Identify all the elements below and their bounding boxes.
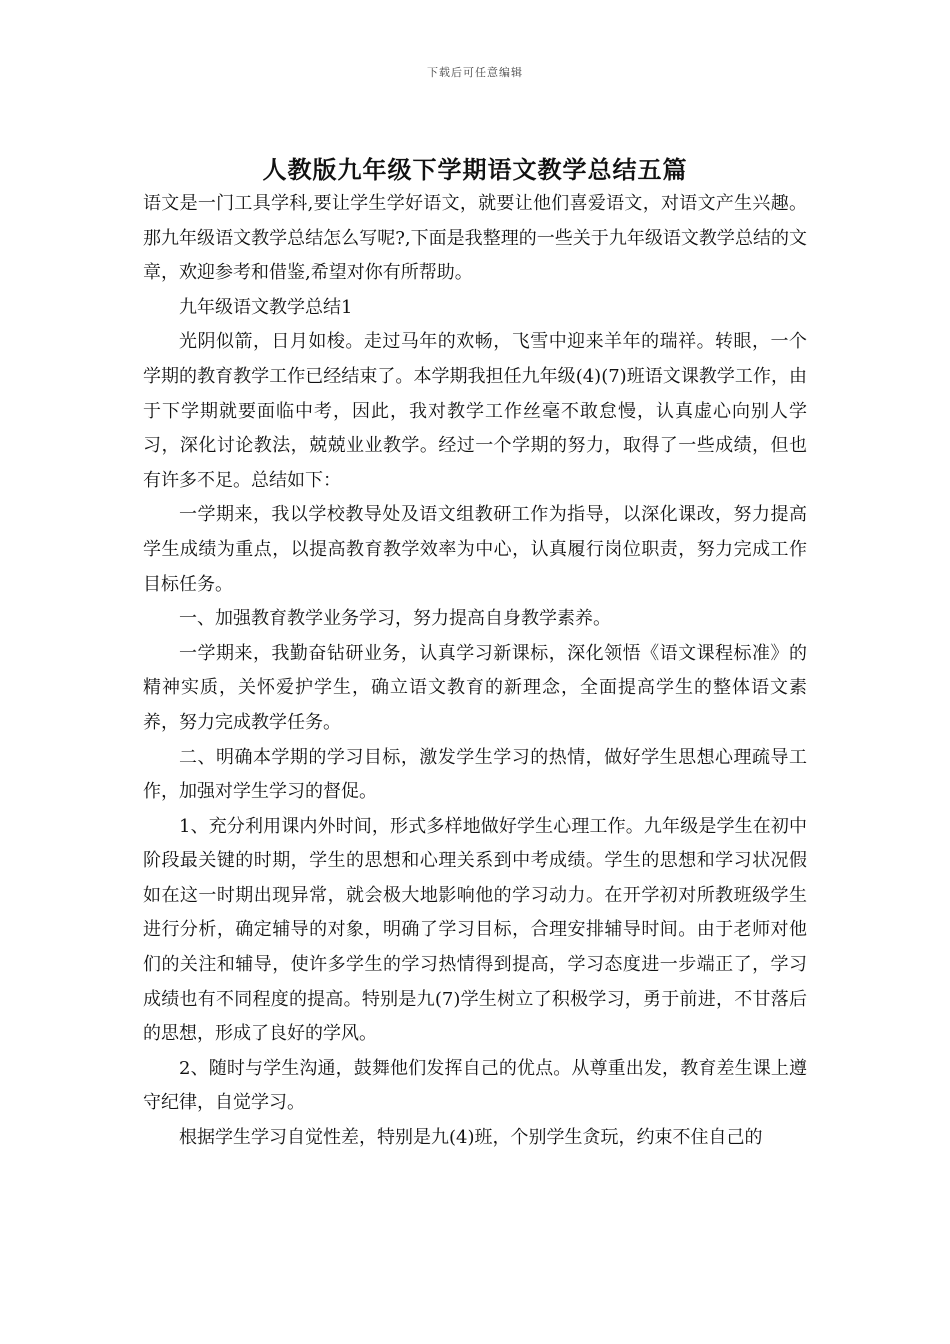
- body-paragraph: 光阴似箭，日月如梭。走过马年的欢畅，飞雪中迎来羊年的瑞祥。转眼，一个学期的教育教学工作已经结束了。本学期我担任九年级(4)(7)班语文课教学工作，由于下学期就要面临中考，因此，我对教学工作丝毫不敢怠慢，认真虚心向别人学习，深化讨论教法，兢兢业业教学。经过一个学期的努力，取得了一些成绩，但也有许多不足。总结如下：: [143, 331, 807, 491]
- document-body: [143, 187, 807, 1156]
- document-title: 人教版九年级下学期语文教学总结五篇: [262, 156, 688, 184]
- body-paragraph: 1、充分利用课内外时间，形式多样地做好学生心理工作。九年级是学生在初中阶段最关键的时期，学生的思想和心理关系到中考成绩。学生的思想和学习状况假如在这一时期出现异常，就会极大地影响他的学习动力。在开学初对所教班级学生进行分析，确定辅导的对象，明确了学习目标，合理安排辅导时间。由于老师对他们的关注和辅导，使许多学生的学习热情得到提高，学习态度进一步端正了，学习成绩也有不同程度的提高。特别是九(7)学生树立了积极学习，勇于前进，不甘落后的思想，形成了良好的学风。: [143, 815, 807, 1045]
- intro-paragraph: 语文是一门工具学科,要让学生学好语文，就要让他们喜爱语文，对语文产生兴趣。 那九年级语文教学总结怎么写呢?,下面是我整理的一些关于九年级语文教学总结的文章，欢迎参考和借鉴,希望对你有所帮助。: [143, 193, 807, 284]
- subsection-heading: 二、明确本学期的学习目标，激发学生学习的热情，做好学生思想心理疏导工作，加强对学生学习的督促。: [143, 746, 807, 803]
- header-note: 下载后可任意编辑: [427, 66, 523, 79]
- section-heading: 九年级语文教学总结1: [179, 296, 353, 318]
- body-paragraph: 一学期来，我以学校教导处及语文组教研工作为指导，以深化课改，努力提高学生成绩为重点，以提高教育教学效率为中心，认真履行岗位职责，努力完成工作目标任务。: [143, 504, 807, 595]
- body-paragraph: 一学期来，我勤奋钻研业务，认真学习新课标，深化领悟《语文课程标准》的精神实质，关怀爱护学生，确立语文教育的新理念，全面提高学生的整体语文素养，努力完成教学任务。: [143, 642, 807, 733]
- body-paragraph: 2、随时与学生沟通，鼓舞他们发挥自己的优点。从尊重出发，教育差生课上遵守纪律，自觉学习。: [143, 1057, 807, 1114]
- subsection-heading: 一、加强教育教学业务学习，努力提高自身教学素养。: [179, 608, 611, 630]
- body-paragraph: 根据学生学习自觉性差，特别是九(4)班，个别学生贪玩，约束不住自己的: [179, 1127, 763, 1149]
